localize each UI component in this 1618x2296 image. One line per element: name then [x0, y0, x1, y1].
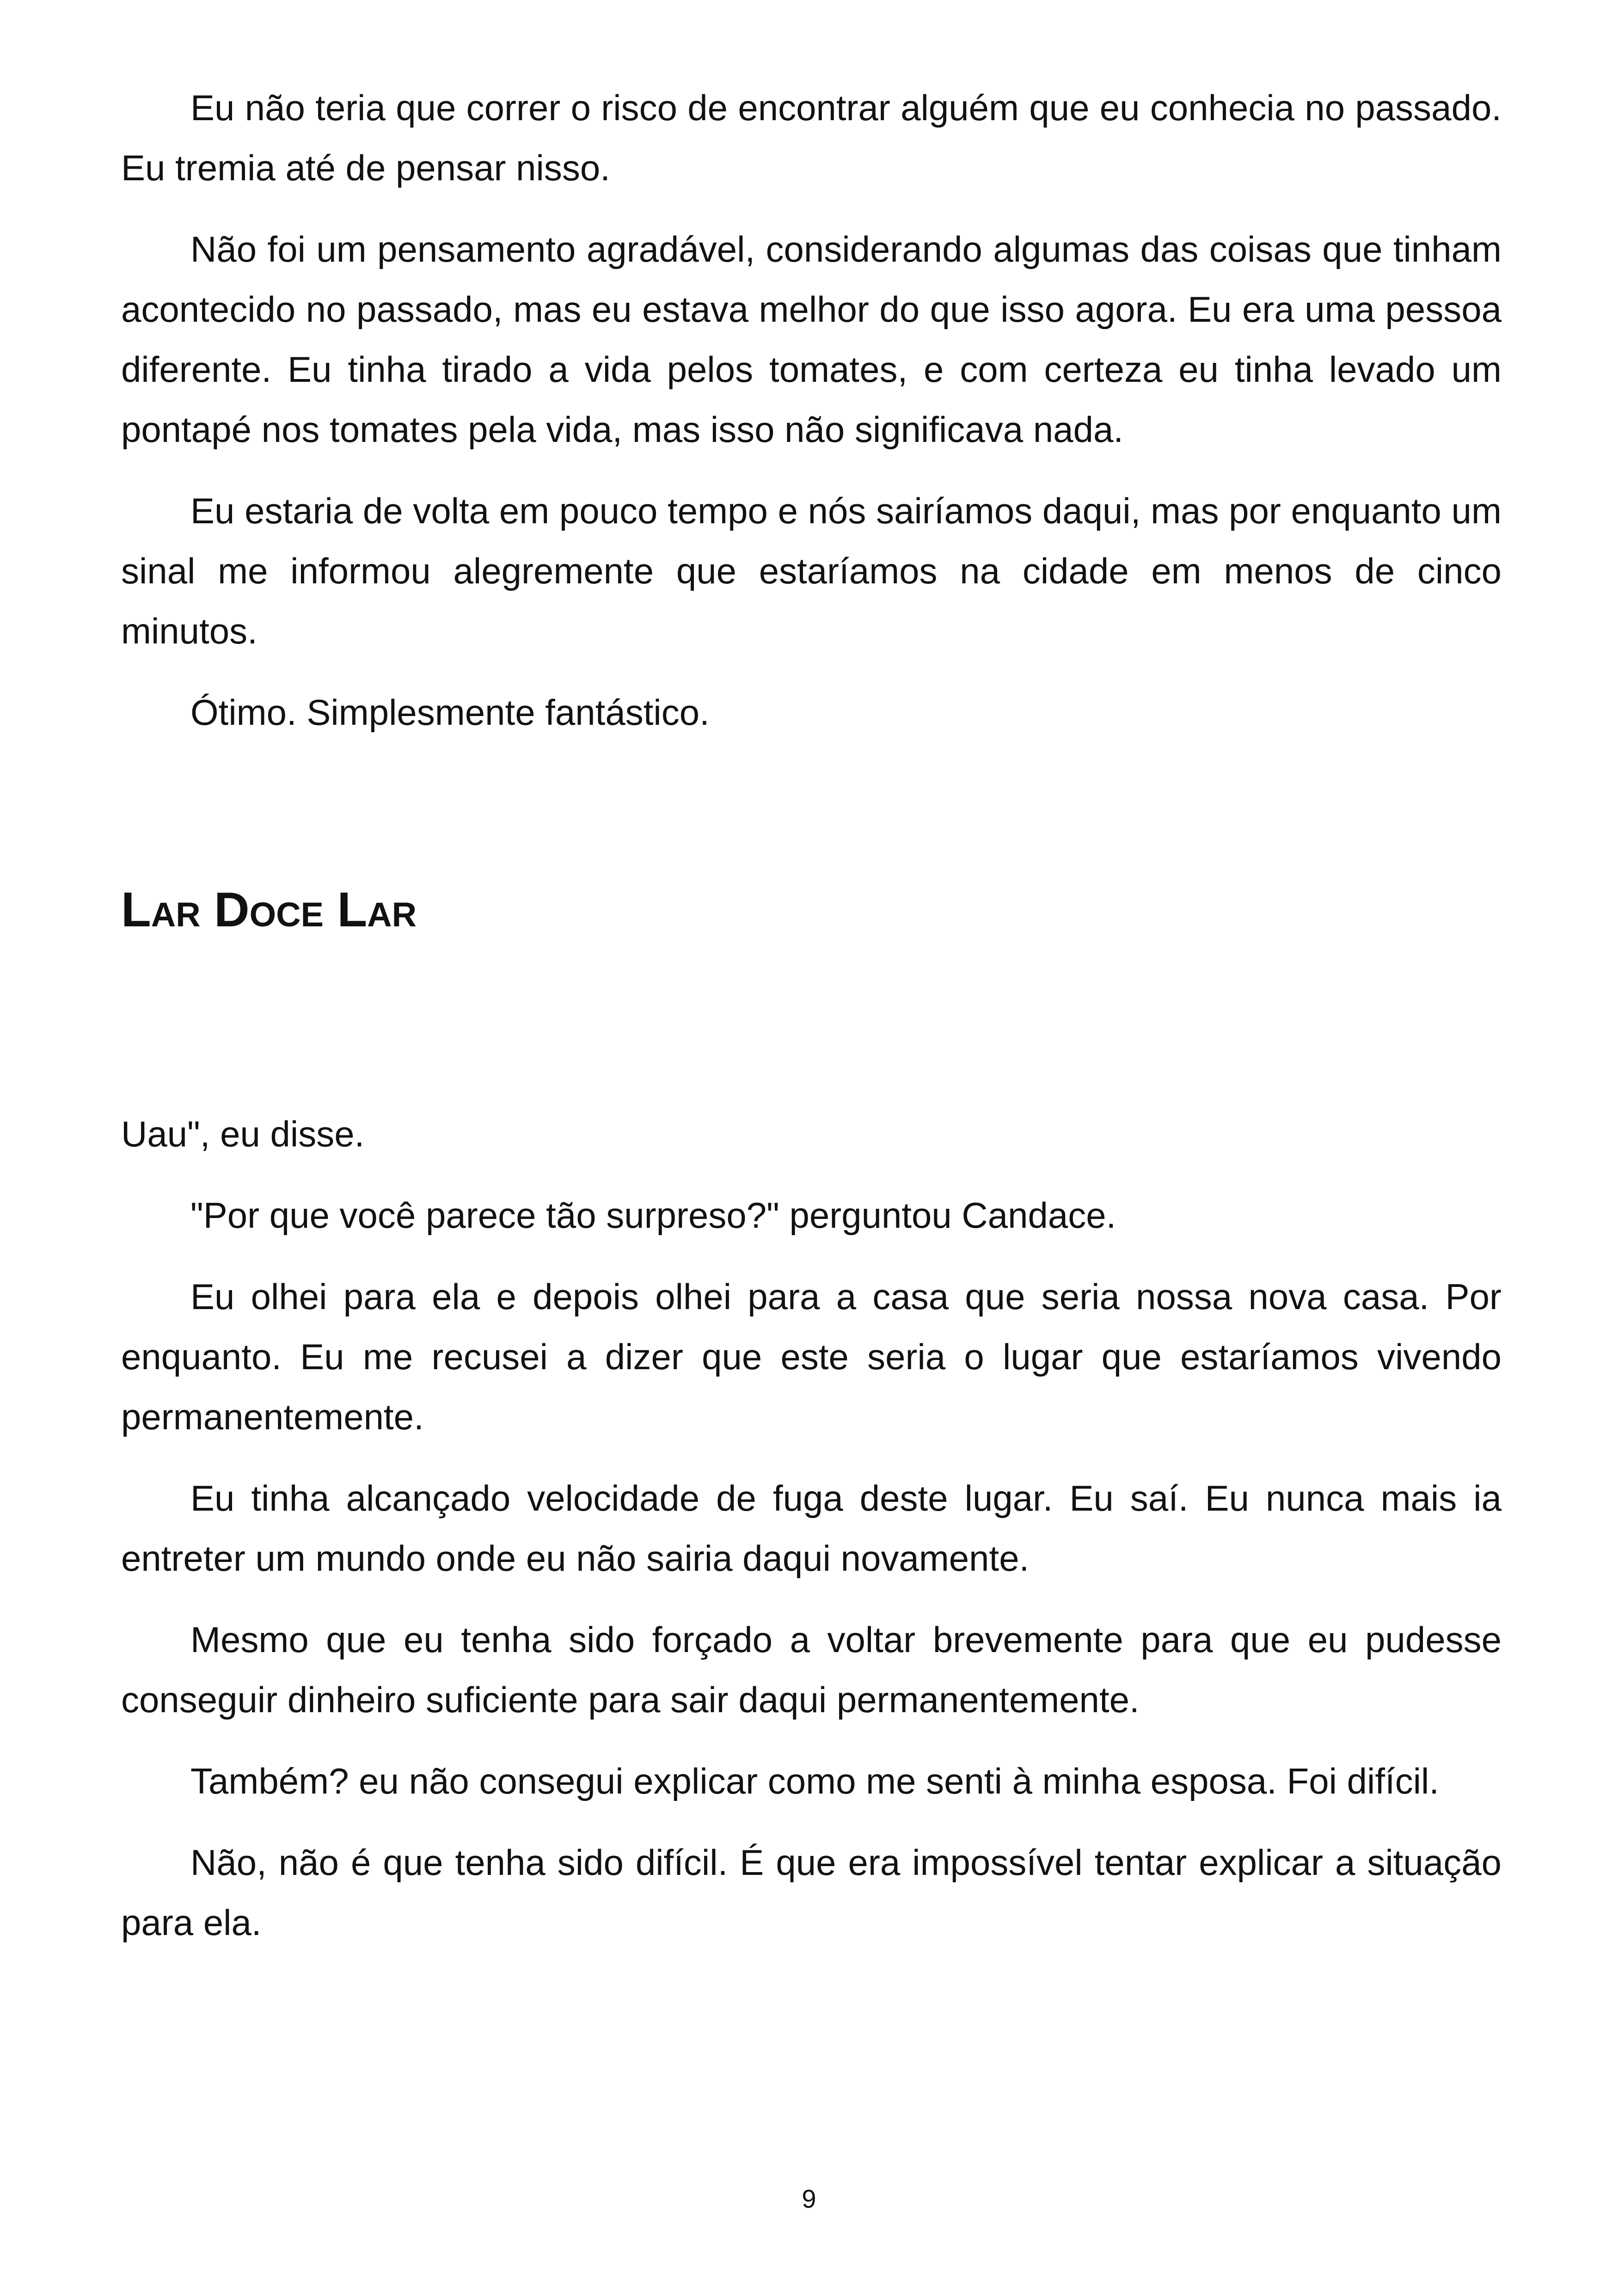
paragraph: Ótimo. Simplesmente fantástico. [190, 692, 710, 733]
paragraph: Eu não teria que correr o risco de encontrar alguém que eu conhecia no passado. Eu tremia até de pensar nisso. [121, 87, 1502, 188]
paragraph: Não, não é que tenha sido difícil. É que era impossível tentar explicar a situação para ela. [121, 1842, 1502, 1943]
paragraph: Eu tinha alcançado velocidade de fuga deste lugar. Eu saí. Eu nunca mais ia entreter um mundo onde eu não sairia daqui novamente. [121, 1478, 1502, 1579]
page-number: 9 [802, 2184, 816, 2213]
chapter-title: Lar Doce Lar [121, 882, 417, 937]
body-text-top [121, 78, 1502, 764]
paragraph: Uau", eu disse. [121, 1114, 365, 1154]
paragraph: Também? eu não consegui explicar como me senti à minha esposa. Foi difícil. [190, 1761, 1440, 1801]
paragraph: Eu olhei para ela e depois olhei para a casa que seria nossa nova casa. Por enquanto. Eu me recusei a dizer que este seria o lugar que estaríamos vivendo permanentemente. [121, 1276, 1502, 1437]
body-text-chapter [121, 1104, 1502, 1974]
paragraph: Eu estaria de volta em pouco tempo e nós sairíamos daqui, mas por enquanto um sinal me informou alegremente que estaríamos na cidade em menos de cinco minutos. [121, 490, 1502, 651]
paragraph: Não foi um pensamento agradável, considerando algumas das coisas que tinham acontecido no passado, mas eu estava melhor do que isso agora. Eu era uma pessoa diferente. Eu tinha tirado a vida pelos tomates, e com certeza eu tinha levado um pontapé nos tomates pela vida, mas isso não significava nada. [121, 229, 1502, 450]
paragraph: Mesmo que eu tenha sido forçado a voltar brevemente para que eu pudesse conseguir dinheiro suficiente para sair daqui permanentemente. [121, 1619, 1502, 1720]
paragraph: "Por que você parece tão surpreso?" perguntou Candace. [190, 1195, 1116, 1236]
